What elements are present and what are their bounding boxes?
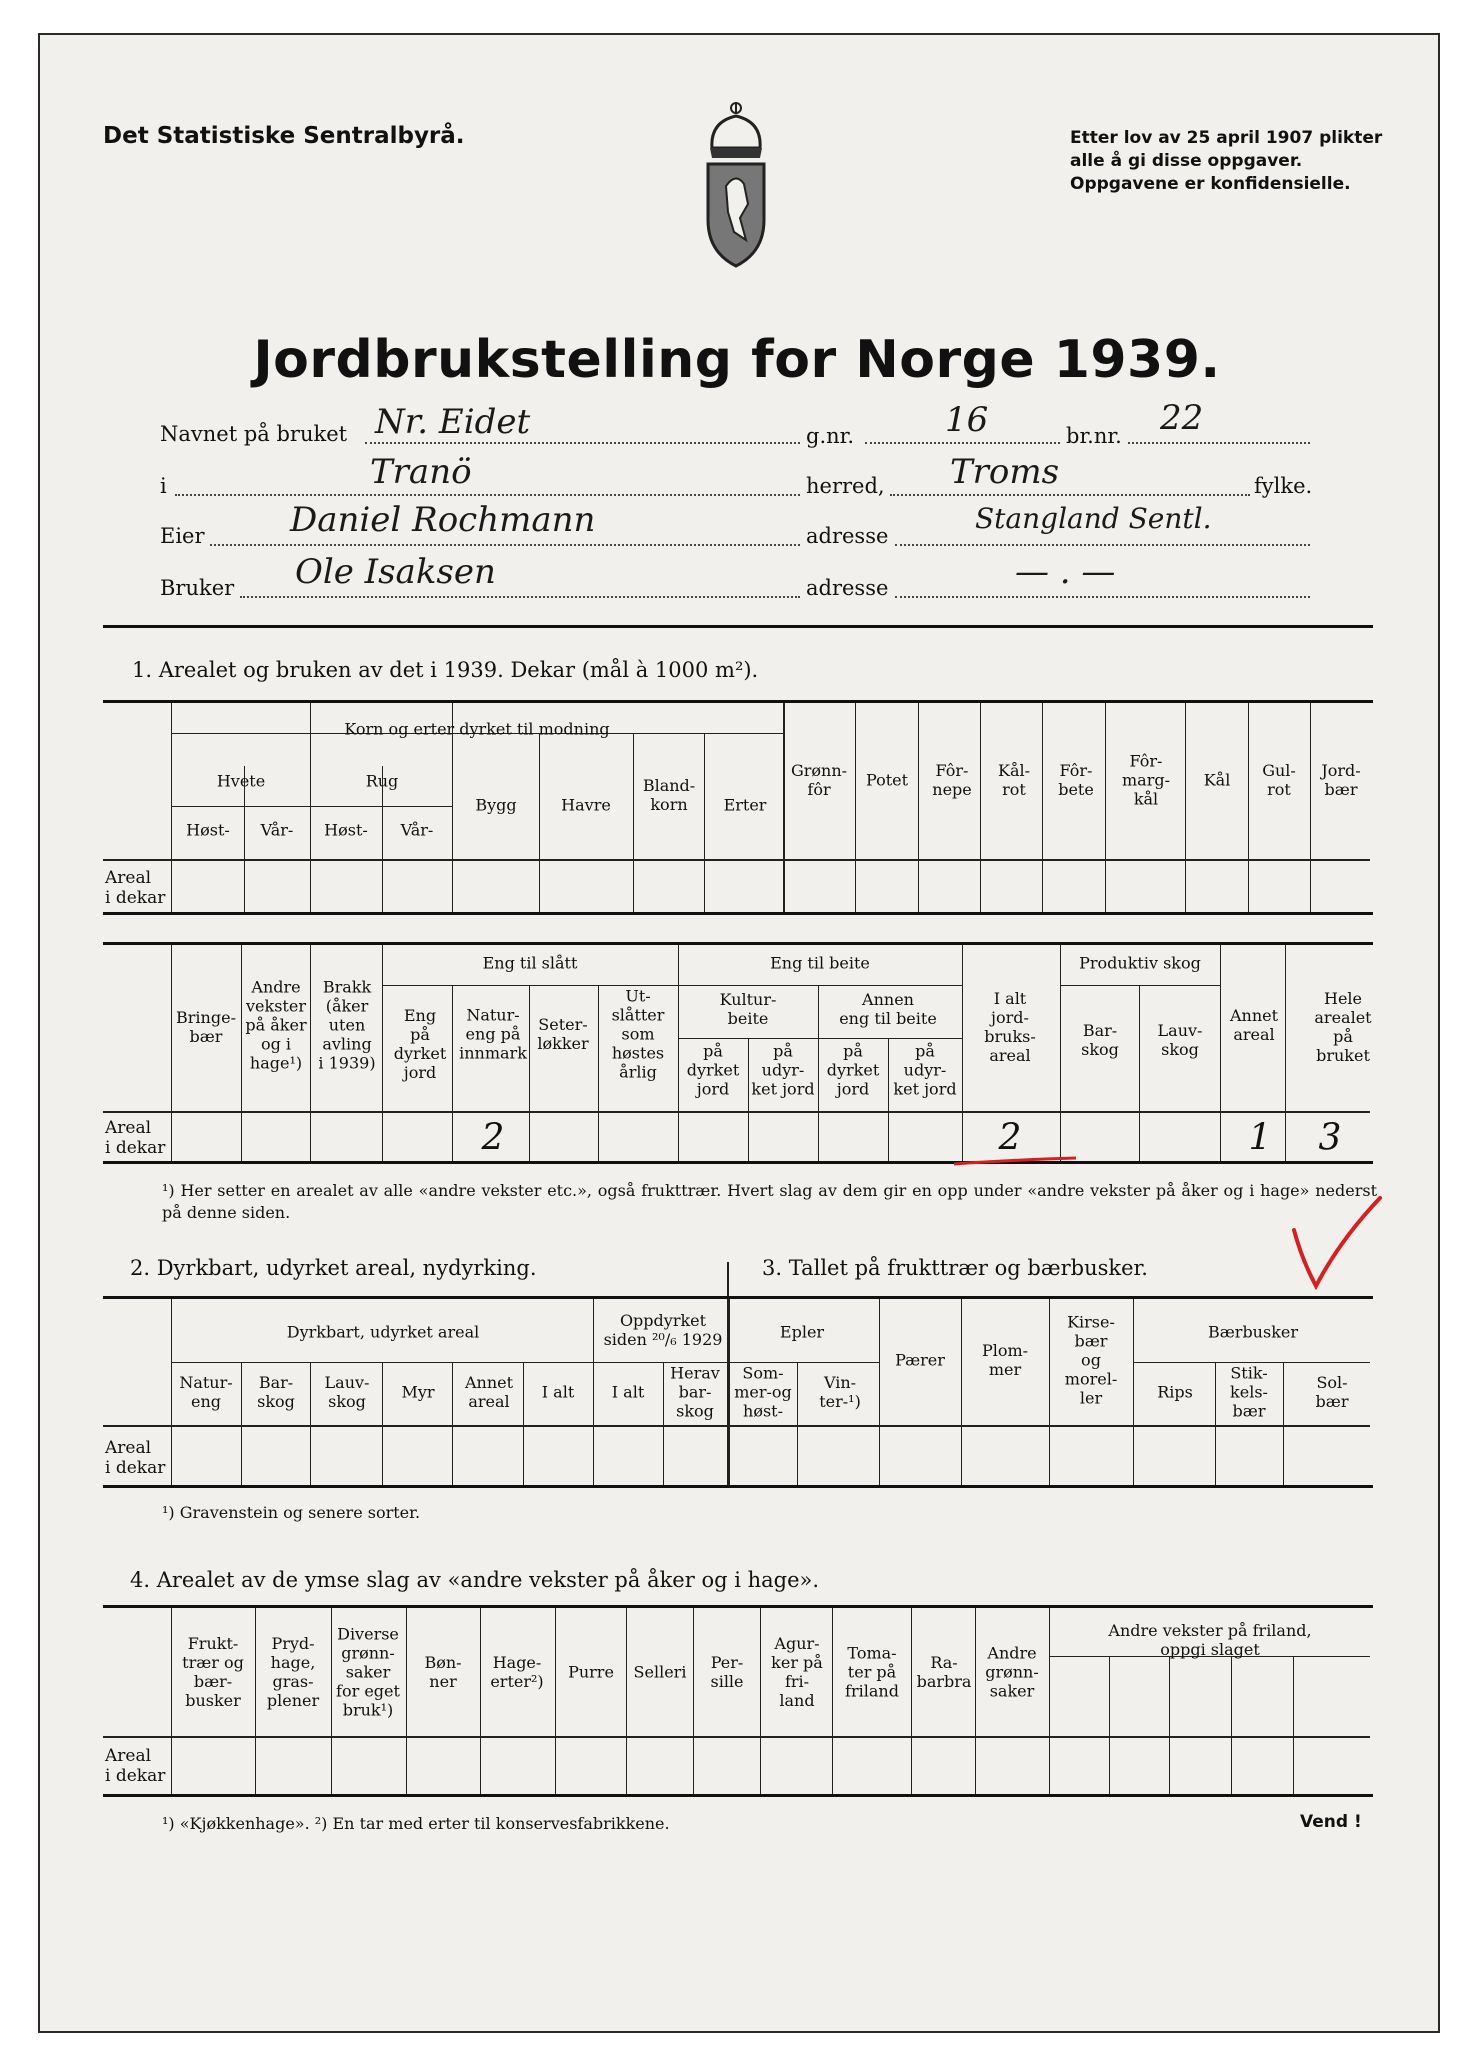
notice-line: Etter lov av 25 april 1907 plikter (1070, 128, 1383, 148)
col-pa-dyrket: på dyrket jord (686, 1041, 740, 1099)
bruker-value[interactable]: Ole Isaksen (295, 552, 496, 592)
herred-line (175, 494, 800, 496)
row-label-areal: Areal i dekar (105, 1438, 166, 1478)
col-sommer: Som- mer-og høst- (734, 1363, 792, 1421)
brnr-line (1128, 442, 1310, 444)
col-plommer: Plom- mer (981, 1341, 1029, 1379)
col-potet: Potet (865, 770, 909, 790)
col-var: Vår- (400, 820, 434, 840)
col-hageerter: Hage- erter²) (490, 1653, 544, 1691)
adresse-label: adresse (806, 524, 889, 548)
col-kal: Kål (1203, 770, 1231, 790)
section-2-heading: 2. Dyrkbart, udyrket areal, nydyrking. (130, 1256, 537, 1280)
adresse-value[interactable]: Stangland Sentl. (975, 502, 1212, 535)
col-annet-areal: Annet areal (1229, 1006, 1279, 1044)
col-paerer: Pærer (895, 1350, 945, 1370)
col-kulturbeite: Kultur- beite (719, 990, 777, 1028)
coat-of-arms-icon (700, 100, 772, 270)
col-brakk: Brakk (åker uten avling i 1939) (318, 977, 376, 1073)
value-naturs-eng[interactable]: 2 (481, 1117, 505, 1159)
vend-note: Vend ! (1300, 1812, 1362, 1832)
col-fornepe: Fôr- nepe (932, 761, 972, 799)
col-rabarbra: Ra- barbra (916, 1653, 972, 1691)
value-i-alt-jord[interactable]: 2 (998, 1117, 1022, 1159)
col-host: Høst- (324, 820, 368, 840)
col-i-alt-jord: I alt jord- bruks- areal (984, 989, 1036, 1065)
col-eng-slatt: Eng til slått (482, 953, 578, 973)
col-myr: Myr (401, 1382, 435, 1402)
bruker-line (240, 596, 800, 598)
col-naturs-eng: Natur- eng på innmark (459, 1005, 527, 1063)
col-herav-barskog: Herav bar- skog (670, 1363, 720, 1421)
col-produktiv-skog: Produktiv skog (1079, 953, 1201, 973)
section-1-heading: 1. Arealet og bruken av det i 1939. Dekar (mål à 1000 m²). (132, 658, 759, 682)
col-naturs-eng: Natur- eng (179, 1373, 233, 1411)
notice-line: alle å gi disse oppgaver. (1070, 151, 1303, 171)
adresse-value[interactable]: — . — (1015, 552, 1116, 592)
col-bygg: Bygg (475, 795, 517, 815)
col-epler: Epler (779, 1322, 825, 1342)
col-utslatter: Ut- slåtter som høstes årlig (611, 986, 665, 1082)
col-i-alt: I alt (611, 1382, 645, 1402)
underline-mark (950, 1150, 1080, 1170)
col-blandkorn: Bland- korn (642, 776, 696, 814)
navnet-line (365, 442, 800, 444)
col-andre-friland: Andre vekster på friland, oppgi slaget (1108, 1621, 1312, 1659)
adresse-line (895, 544, 1310, 546)
brnr-value[interactable]: 22 (1160, 398, 1204, 438)
section-3-heading: 3. Tallet på frukttrær og bærbusker. (762, 1256, 1148, 1280)
col-var: Vår- (260, 820, 294, 840)
col-pa-udyrket: på udyr- ket jord (751, 1041, 815, 1099)
col-purre: Purre (568, 1662, 614, 1682)
col-persille: Per- sille (710, 1653, 744, 1691)
col-eng-dyrket: Eng på dyrket jord (393, 1006, 447, 1082)
form-title: Jordbrukstelling for Norge 1939. (253, 330, 1221, 390)
brnr-label: br.nr. (1066, 424, 1122, 448)
notice-line: Oppgavene er konfidensielle. (1070, 174, 1351, 194)
gnr-label: g.nr. (806, 424, 855, 448)
col-tomater: Toma- ter på friland (845, 1643, 899, 1701)
col-vinter: Vin- ter-¹) (819, 1373, 861, 1411)
navnet-value[interactable]: Nr. Eidet (375, 402, 531, 442)
eier-label: Eier (160, 524, 205, 548)
value-annet-areal[interactable]: 1 (1248, 1117, 1272, 1159)
footnote-1: ¹) Her setter en arealet av alle «andre vekster etc.», også frukttrær. Hvert slag av dem gir en opp under «andre vekster på åker og i hage» nederst på denne siden. (162, 1181, 1377, 1222)
herred-value[interactable]: Tranö (370, 452, 472, 492)
fylke-line (890, 494, 1250, 496)
col-selleri: Selleri (633, 1662, 687, 1682)
i-label: i (160, 474, 167, 498)
col-kirsebaer: Kirse- bær og morel- ler (1064, 1312, 1118, 1408)
footnote-4: ¹) «Kjøkkenhage». ²) En tar med erter til konservesfabrikkene. (162, 1814, 670, 1833)
col-erter: Erter (723, 795, 767, 815)
col-hvete: Hvete (216, 771, 266, 791)
eier-value[interactable]: Daniel Rochmann (290, 500, 596, 540)
col-annet-areal: Annet areal (464, 1373, 514, 1411)
footnote-2: ¹) Gravenstein og senere sorter. (162, 1503, 421, 1522)
col-agurker: Agur- ker på fri- land (771, 1634, 823, 1710)
col-pa-udyrket: på udyr- ket jord (893, 1041, 957, 1099)
col-hele-arealet: Hele arealet på bruket (1314, 989, 1372, 1065)
col-stikkelsbaer: Stik- kels- bær (1230, 1363, 1268, 1421)
org-name: Det Statistiske Sentralbyrå. (103, 123, 465, 149)
col-kalrot: Kål- rot (997, 761, 1031, 799)
gnr-line (865, 442, 1060, 444)
col-oppdyrket: Oppdyrket siden ²⁰/₆ 1929 (603, 1311, 723, 1349)
col-dyrkbart: Dyrkbart, udyrket areal (286, 1322, 480, 1342)
col-pa-dyrket: på dyrket jord (826, 1041, 880, 1099)
col-i-alt: I alt (541, 1382, 575, 1402)
col-korn: Korn og erter dyrket til modning (344, 719, 610, 739)
col-barskog: Bar- skog (1081, 1021, 1119, 1059)
adresse-line (895, 596, 1310, 598)
col-lauvskog: Lauv- skog (1157, 1021, 1203, 1059)
col-bonner: Bøn- ner (424, 1653, 462, 1691)
col-solbaer: Sol- bær (1315, 1373, 1349, 1411)
col-barskog: Bar- skog (257, 1373, 295, 1411)
eier-line (210, 544, 800, 546)
col-gulrot: Gul- rot (1262, 761, 1296, 799)
fylke-label: fylke. (1254, 474, 1313, 498)
col-eng-beite: Eng til beite (770, 953, 870, 973)
gnr-value[interactable]: 16 (945, 400, 989, 440)
col-rug: Rug (365, 771, 399, 791)
col-jordbaer: Jord- bær (1321, 761, 1361, 799)
navnet-label: Navnet på bruket (160, 422, 348, 446)
adresse-label: adresse (806, 576, 889, 600)
col-andre-gronnsaker: Andre grønn- saker (985, 1643, 1039, 1701)
col-forbete: Fôr- bete (1058, 761, 1094, 799)
col-andre-vekster: Andre vekster på åker og i hage¹) (245, 977, 307, 1073)
value-hele-arealet[interactable]: 3 (1318, 1117, 1342, 1159)
legal-notice (1070, 127, 1382, 196)
col-host: Høst- (186, 820, 230, 840)
col-diverse-gronnsaker: Diverse grønn- saker for eget bruk¹) (336, 1624, 400, 1720)
row-label-areal: Areal i dekar (105, 1746, 166, 1786)
section-4-heading: 4. Arealet av de ymse slag av «andre vekster på åker og i hage». (130, 1568, 820, 1592)
col-gronnfor: Grønn- fôr (790, 761, 848, 799)
col-formargkal: Fôr- marg- kål (1121, 751, 1171, 809)
col-rips: Rips (1157, 1382, 1193, 1402)
col-baerbusker: Bærbusker (1207, 1322, 1299, 1342)
col-havre: Havre (561, 795, 611, 815)
col-prydhage: Pryd- hage, gras- plener (266, 1634, 320, 1710)
col-frukttraer: Frukt- trær og bær- busker (182, 1634, 244, 1710)
bruker-label: Bruker (160, 576, 235, 600)
col-seterlokker: Seter- løkker (537, 1015, 589, 1053)
divider (103, 625, 1373, 628)
row-label-areal: Areal i dekar (105, 868, 166, 908)
col-annen-eng: Annen eng til beite (839, 990, 937, 1028)
col-bringebaer: Bringe- bær (176, 1008, 236, 1046)
col-lauvskog: Lauv- skog (324, 1373, 370, 1411)
herred-label: herred, (806, 474, 885, 498)
row-label-areal: Areal i dekar (105, 1118, 166, 1158)
fylke-value[interactable]: Troms (950, 452, 1060, 492)
